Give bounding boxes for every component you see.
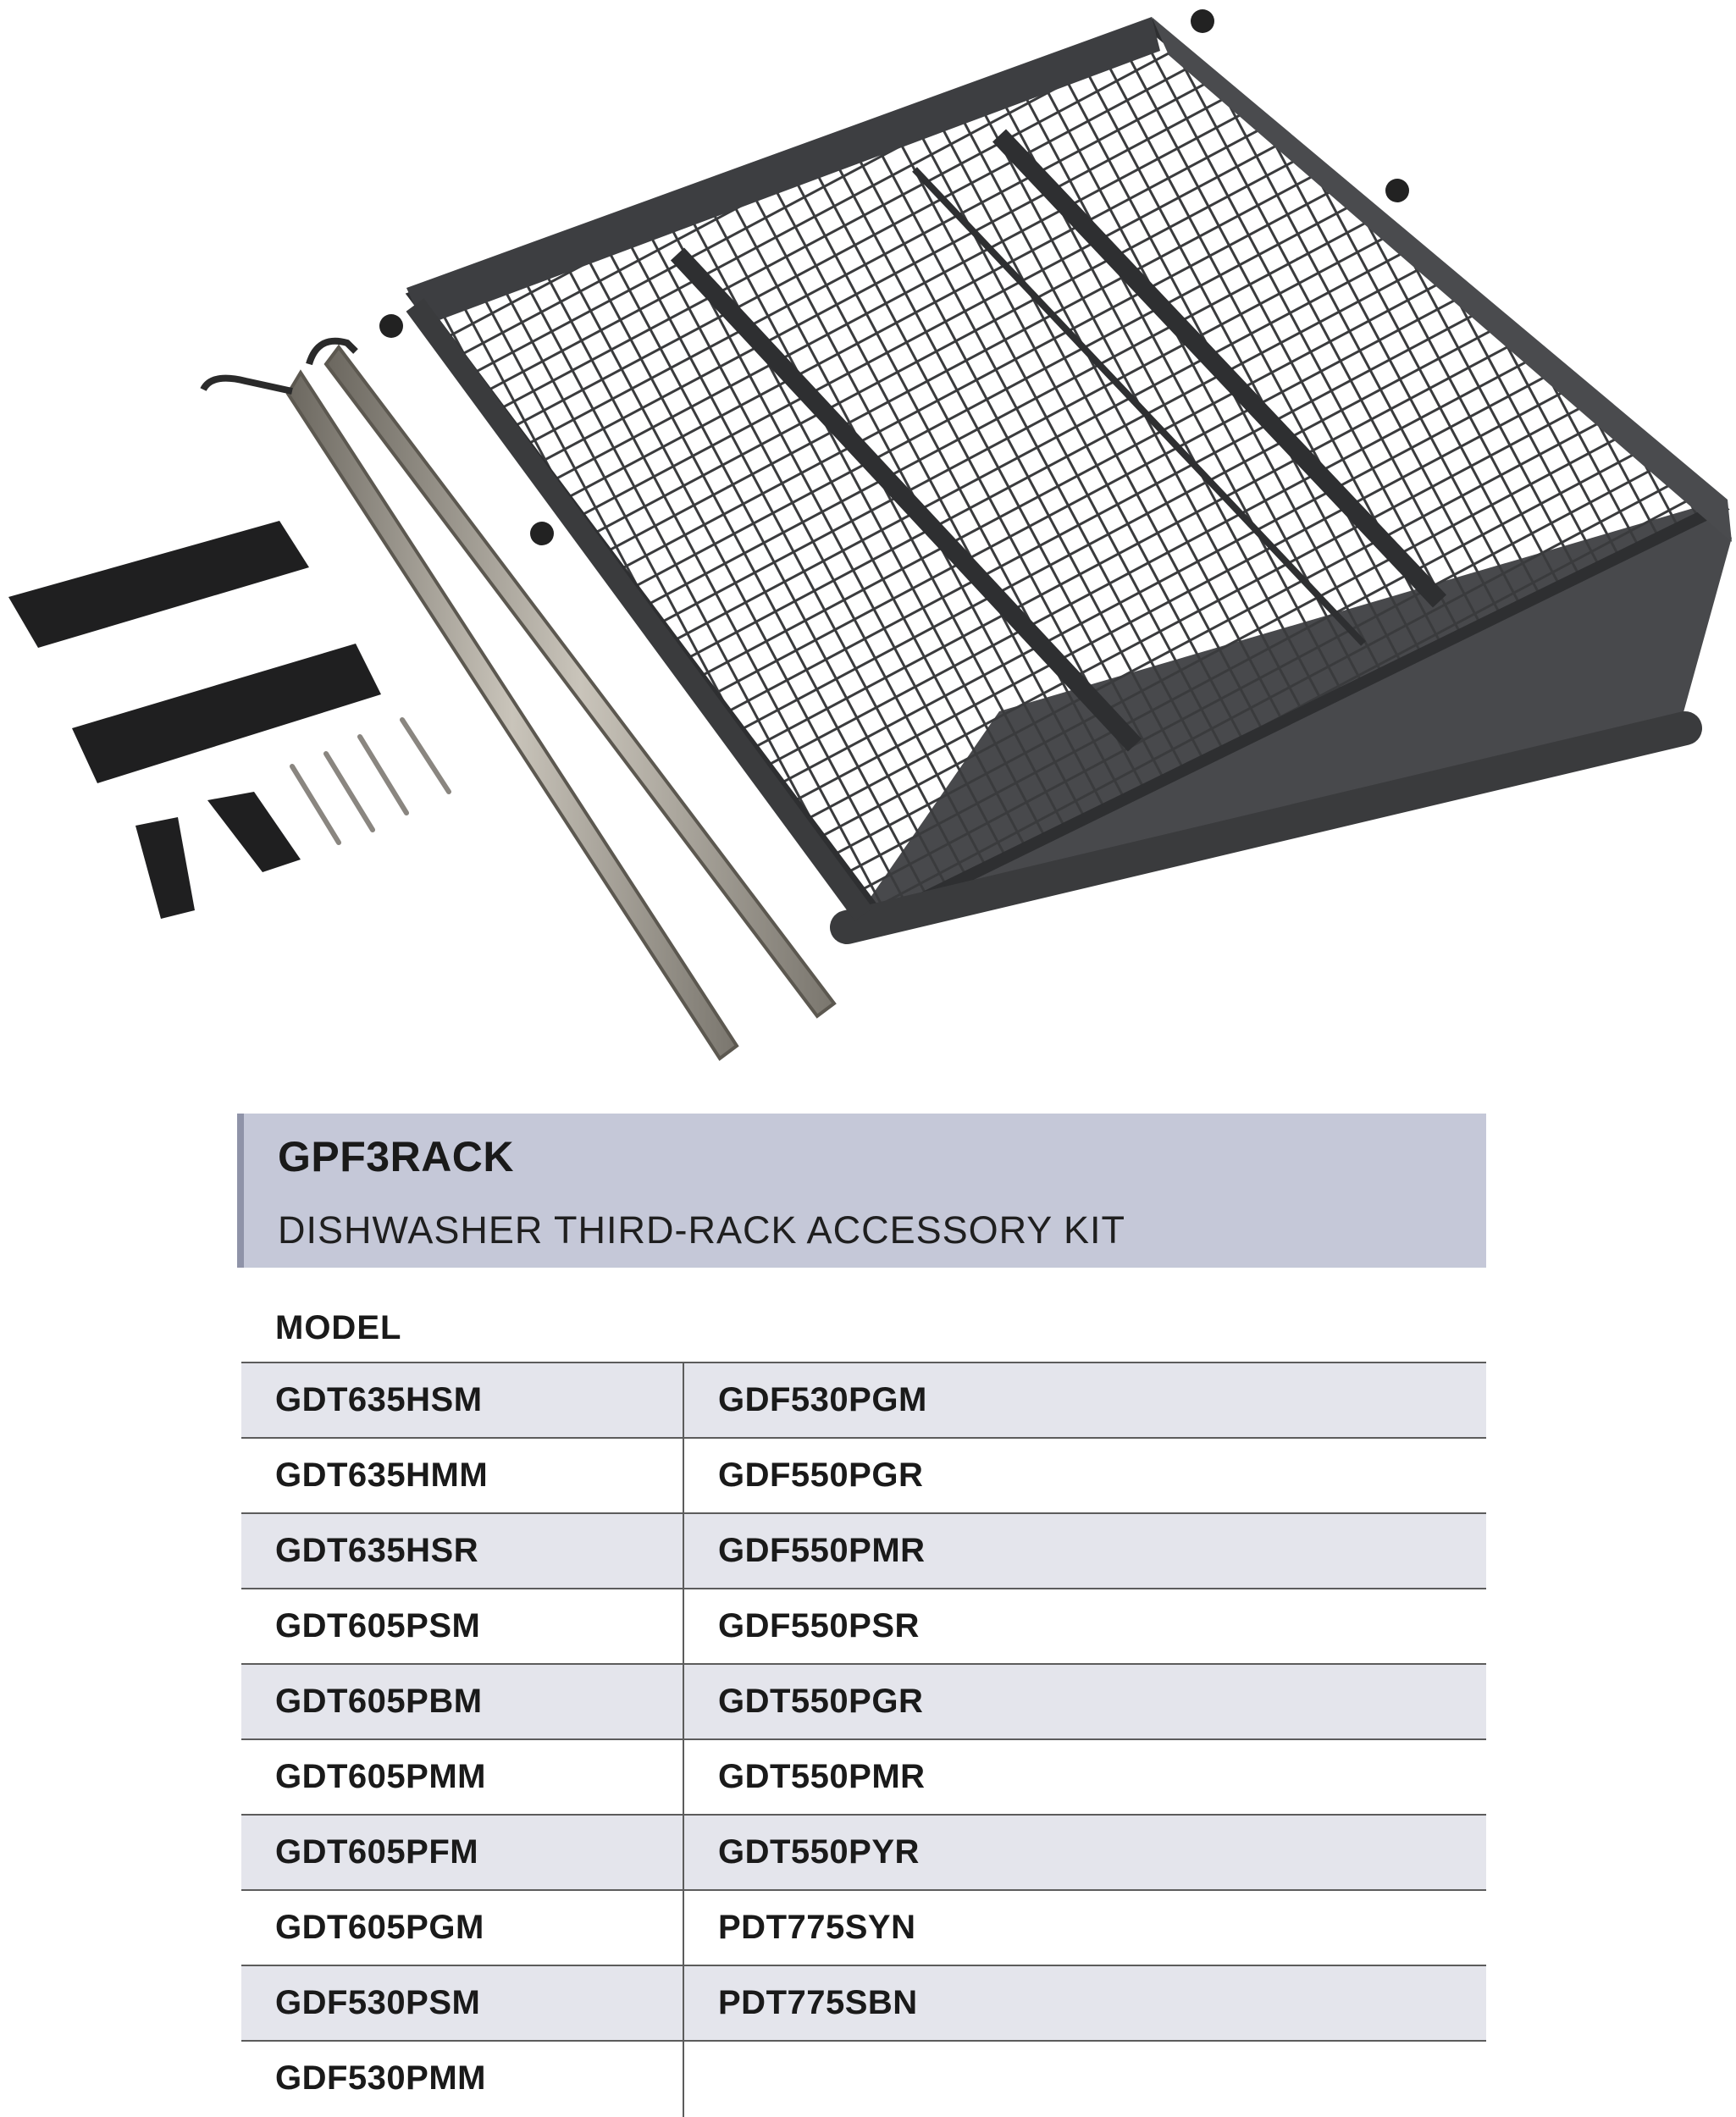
model-number-cell: GDF550PSR (718, 1607, 920, 1644)
table-row (241, 1740, 1486, 1816)
table-row (241, 1966, 1486, 2042)
product-description: DISHWASHER THIRD-RACK ACCESSORY KIT (278, 1208, 1126, 1252)
model-number-cell: PDT775SYN (718, 1909, 916, 1946)
model-number-cell: GDT635HMM (241, 1439, 684, 1512)
model-number-cell: GDT605PGM (241, 1891, 684, 1965)
model-number-cell: GDT635HSM (241, 1363, 684, 1437)
model-column-header: MODEL (275, 1309, 402, 1346)
table-row (241, 1665, 1486, 1740)
table-row (241, 1439, 1486, 1514)
model-number-cell: GDT605PMM (241, 1740, 684, 1814)
table-row (241, 1589, 1486, 1665)
table-row (241, 1816, 1486, 1891)
table-header (241, 1287, 1486, 1363)
model-number-cell: GDF550PGR (718, 1456, 924, 1494)
model-number-cell: GDT605PFM (241, 1816, 684, 1889)
model-number-cell: GDT550PGR (718, 1683, 924, 1720)
compatible-models-table (241, 1287, 1486, 2117)
table-row (241, 2042, 1486, 2117)
model-number-cell: GDF550PMR (718, 1532, 926, 1569)
model-number-cell: GDT635HSR (241, 1514, 684, 1588)
table-row (241, 1514, 1486, 1589)
table-row (241, 1363, 1486, 1439)
model-number-cell (684, 2042, 1486, 2117)
model-number-cell: GDF530PMM (241, 2042, 684, 2117)
third-rack-basket (379, 9, 1732, 931)
table-row (241, 1891, 1486, 1966)
model-number-cell: GDT550PYR (718, 1833, 920, 1871)
mounting-screws (292, 720, 449, 843)
table-body (241, 1363, 1486, 2117)
model-number-cell: GDT605PBM (241, 1665, 684, 1738)
model-number-cell: GDF530PSM (241, 1966, 684, 2040)
product-code: GPF3RACK (278, 1133, 515, 1180)
model-number-cell: GDT605PSM (241, 1589, 684, 1663)
product-title-panel (237, 1114, 1486, 1268)
model-number-cell: GDT550PMR (718, 1758, 926, 1795)
model-number-cell: PDT775SBN (718, 1984, 918, 2021)
model-number-cell: GDF530PGM (718, 1381, 927, 1418)
rack-clips (8, 521, 381, 919)
